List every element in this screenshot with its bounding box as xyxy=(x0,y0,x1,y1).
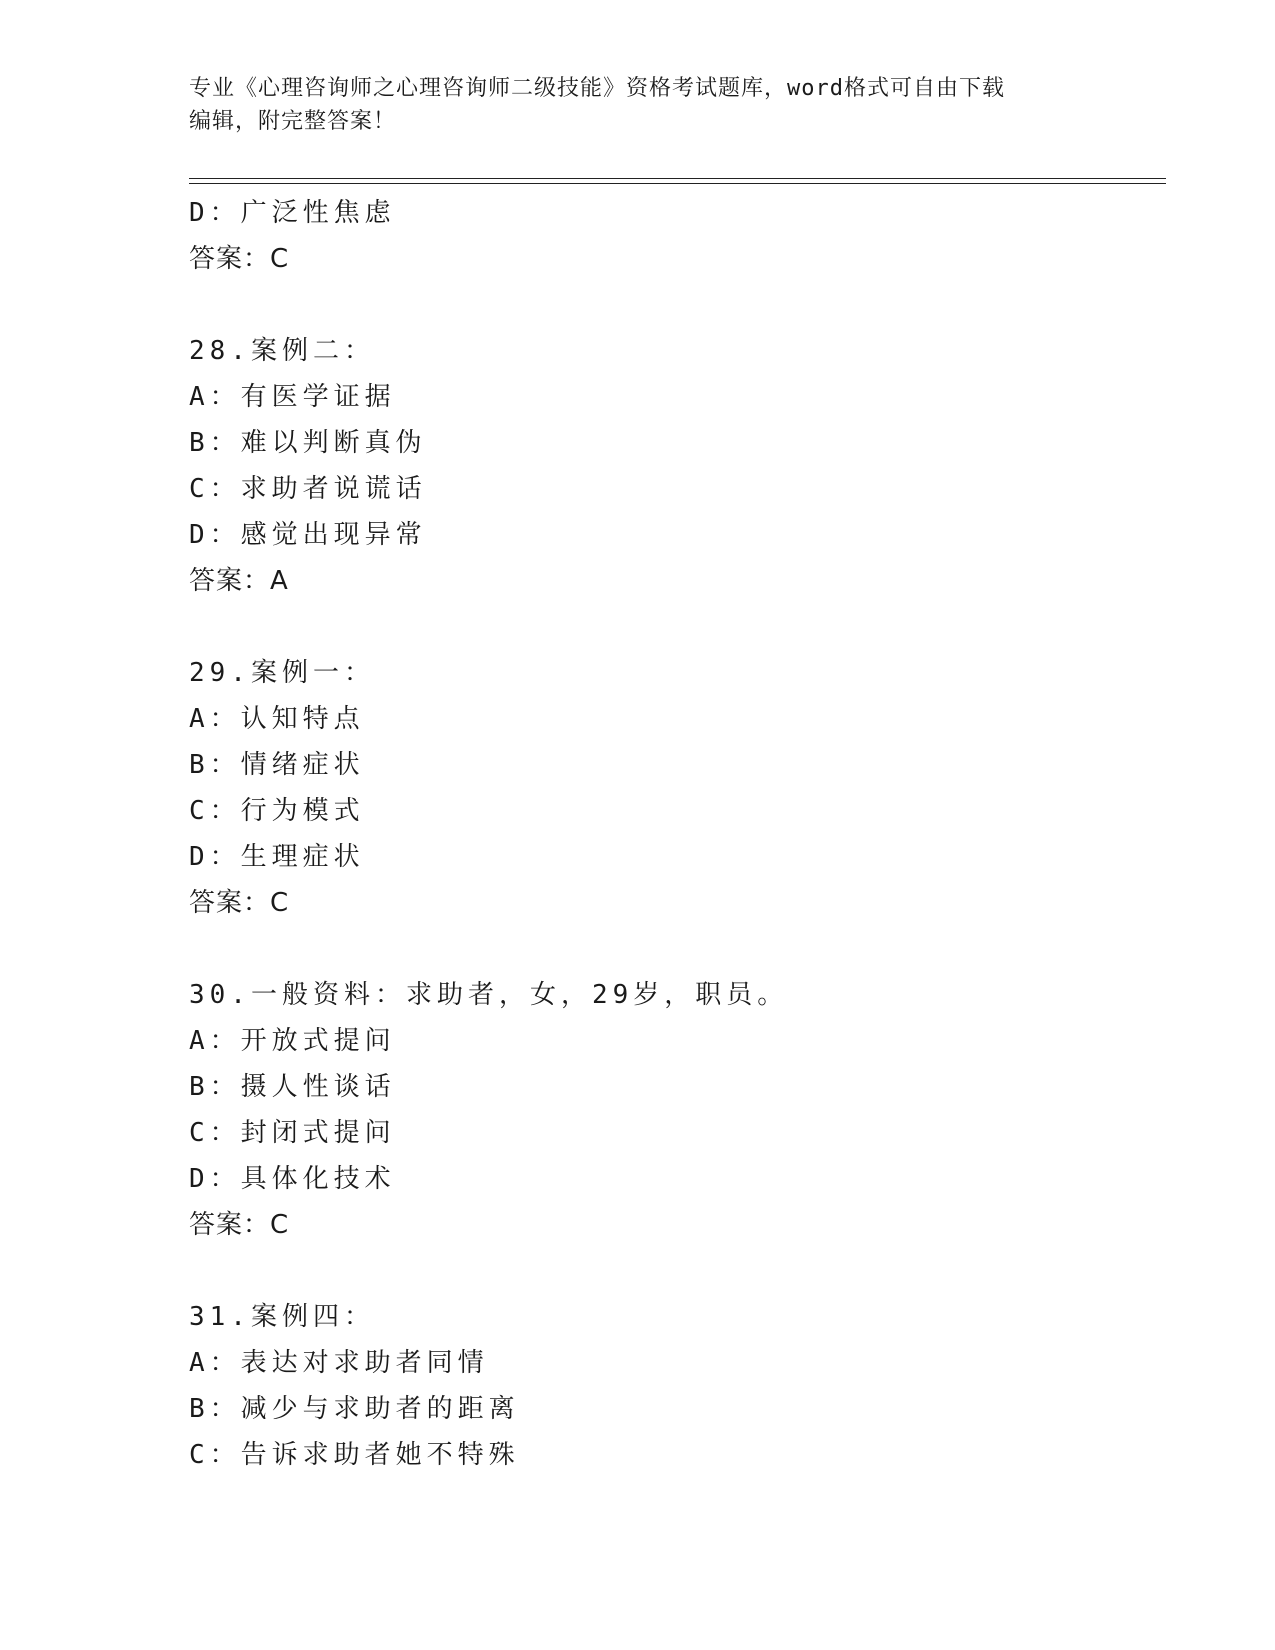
option-a: A：有医学证据 xyxy=(189,382,396,412)
spacer xyxy=(189,604,1169,650)
spacer xyxy=(189,282,1169,328)
option-c: C：求助者说谎话 xyxy=(189,474,427,504)
option-a: A：认知特点 xyxy=(189,704,365,734)
option-d: D：广泛性焦虑 xyxy=(189,198,396,228)
spacer xyxy=(189,926,1169,972)
option-c: C：告诉求助者她不特殊 xyxy=(189,1440,520,1470)
option-d: D：生理症状 xyxy=(189,842,365,872)
option-b: B：减少与求助者的距离 xyxy=(189,1394,520,1424)
option-a: A：开放式提问 xyxy=(189,1026,396,1056)
header-divider-top xyxy=(189,178,1166,179)
header-line-1: 专业《心理咨询师之心理咨询师二级技能》资格考试题库，word格式可自由下载 xyxy=(189,76,1005,101)
answer-line: 答案：C xyxy=(189,1210,290,1240)
question-title: 31.案例四： xyxy=(189,1302,375,1332)
header-divider-bottom xyxy=(189,183,1166,184)
answer-line: 答案：A xyxy=(189,566,289,596)
question-title: 29.案例一： xyxy=(189,658,375,688)
header-line-2: 编辑，附完整答案！ xyxy=(189,109,397,134)
answer-line: 答案：C xyxy=(189,888,290,918)
option-c: C：行为模式 xyxy=(189,796,365,826)
option-d: D：感觉出现异常 xyxy=(189,520,427,550)
option-d: D：具体化技术 xyxy=(189,1164,396,1194)
option-b: B：情绪症状 xyxy=(189,750,365,780)
option-b: B：摄人性谈话 xyxy=(189,1072,396,1102)
option-c: C：封闭式提问 xyxy=(189,1118,396,1148)
answer-line: 答案：C xyxy=(189,244,290,274)
document-header xyxy=(189,72,1089,138)
question-title: 30.一般资料：求助者，女，29岁，职员。 xyxy=(189,980,789,1010)
option-a: A：表达对求助者同情 xyxy=(189,1348,489,1378)
option-b: B：难以判断真伪 xyxy=(189,428,427,458)
spacer xyxy=(189,1248,1169,1294)
question-list xyxy=(189,190,1169,1478)
question-title: 28.案例二： xyxy=(189,336,375,366)
